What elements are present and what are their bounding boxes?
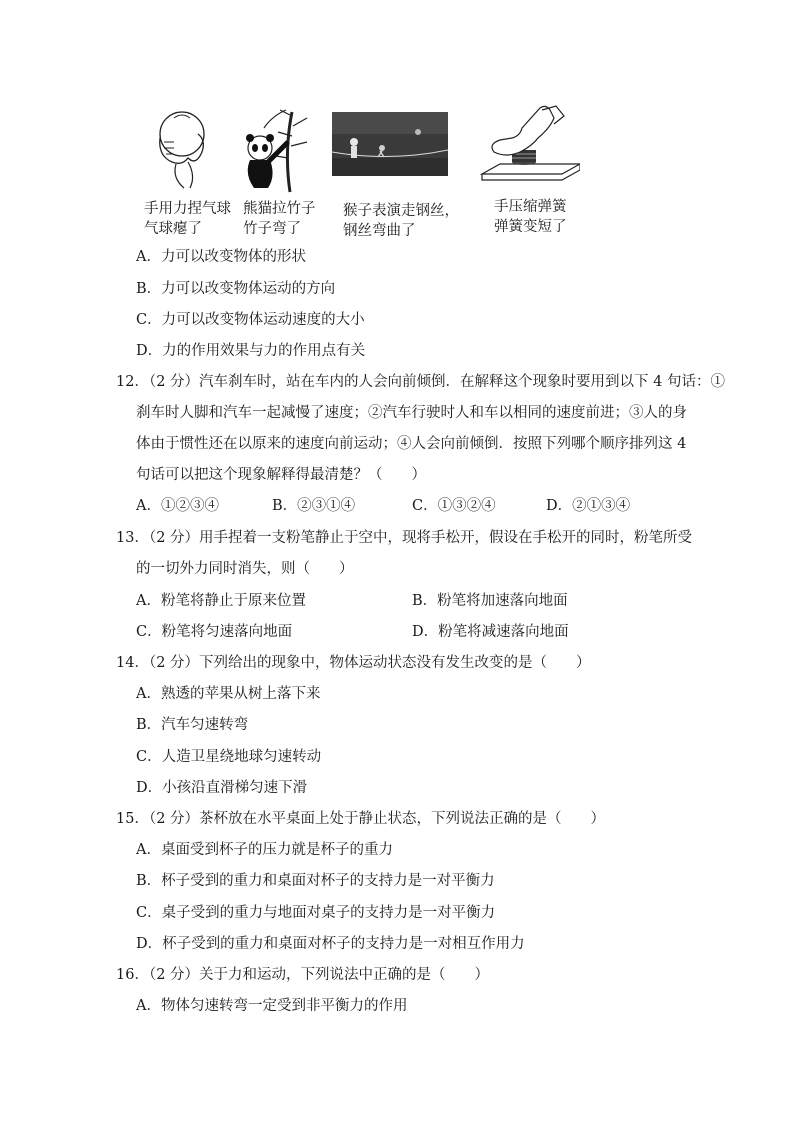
- figure-3-caption-line-1: 猴子表演走钢丝，: [343, 203, 459, 219]
- q13-option-d: D．粉笔将减速落向地面: [412, 624, 569, 640]
- q14-option-b: B．汽车匀速转弯: [136, 717, 249, 733]
- figure-2-caption-line-1: 熊猫拉竹子: [243, 201, 316, 217]
- figure-3-caption-line-2: 钢丝弯曲了: [343, 223, 416, 239]
- spring-compress-illustration: [480, 104, 580, 190]
- balloon-squeeze-illustration: [152, 108, 212, 190]
- q16-stem: 16．（2 分）关于力和运动，下列说法中正确的是（ ）: [116, 967, 490, 983]
- q13-option-a: A．粉笔将静止于原来位置: [136, 593, 306, 609]
- q15-option-d: D．杯子受到的重力和桌面对杯子的支持力是一对相互作用力: [136, 936, 525, 952]
- q12-option-d: D．②①③④: [546, 498, 631, 514]
- q12-option-a: A．①②③④: [136, 498, 219, 514]
- monkey-tightrope-photo: [332, 112, 448, 176]
- figure-4-caption-line-1: 手压缩弹簧: [494, 199, 567, 215]
- q14-option-a: A．熟透的苹果从树上落下来: [136, 686, 321, 702]
- q15-option-a: A．桌面受到杯子的压力就是杯子的重力: [136, 842, 393, 858]
- q11-option-b: B．力可以改变物体运动的方向: [136, 281, 336, 297]
- figure-1-caption-line-1: 手用力捏气球: [144, 201, 231, 217]
- q13-option-b: B．粉笔将加速落向地面: [412, 593, 568, 609]
- q13-stem-line-1: 13．（2 分）用手捏着一支粉笔静止于空中，现将手松开，假设在手松开的同时，粉笔所受: [116, 530, 693, 546]
- figure-4-caption-line-2: 弹簧变短了: [494, 219, 567, 235]
- q15-option-c: C．桌子受到的重力与地面对桌子的支持力是一对平衡力: [136, 905, 496, 921]
- q13-stem-line-2: 的一切外力同时消失，则（ ）: [136, 561, 354, 577]
- q12-stem-line-2: 刹车时人脚和汽车一起减慢了速度；②汽车行驶时人和车以相同的速度前进；③人的身: [136, 405, 687, 421]
- figure-2-caption-line-2: 竹子弯了: [243, 221, 301, 237]
- q12-stem-line-4: 句话可以把这个现象解释得最清楚？（ ）: [136, 467, 426, 483]
- q12-stem-line-3: 体由于惯性还在以原来的速度向前运动；④人会向前倾倒．按照下列哪个顺序排列这 4: [136, 436, 687, 452]
- figure-1-caption-line-2: 气球瘪了: [144, 221, 202, 237]
- q14-stem: 14．（2 分）下列给出的现象中，物体运动状态没有发生改变的是（ ）: [116, 655, 591, 671]
- q14-option-d: D．小孩沿直滑梯匀速下滑: [136, 780, 308, 796]
- q11-option-c: C．力可以改变物体运动速度的大小: [136, 312, 365, 328]
- q16-option-a: A．物体匀速转弯一定受到非平衡力的作用: [136, 998, 408, 1014]
- q11-option-d: D．力的作用效果与力的作用点有关: [136, 343, 366, 359]
- q12-option-c: C．①③②④: [412, 498, 496, 514]
- q15-option-b: B．杯子受到的重力和桌面对杯子的支持力是一对平衡力: [136, 873, 495, 889]
- figure-row: [140, 100, 600, 240]
- q15-stem: 15．（2 分）茶杯放在水平桌面上处于静止状态，下列说法正确的是（ ）: [116, 811, 606, 827]
- q13-option-c: C．粉笔将匀速落向地面: [136, 624, 293, 640]
- panda-bamboo-illustration: [240, 106, 312, 194]
- q12-stem-line-1: 12．（2 分）汽车刹车时，站在车内的人会向前倾倒．在解释这个现象时要用到以下 4 句话：①: [116, 374, 725, 390]
- q11-option-a: A．力可以改变物体的形状: [136, 249, 306, 265]
- q12-option-b: B．②③①④: [272, 498, 356, 514]
- q14-option-c: C．人造卫星绕地球匀速转动: [136, 749, 322, 765]
